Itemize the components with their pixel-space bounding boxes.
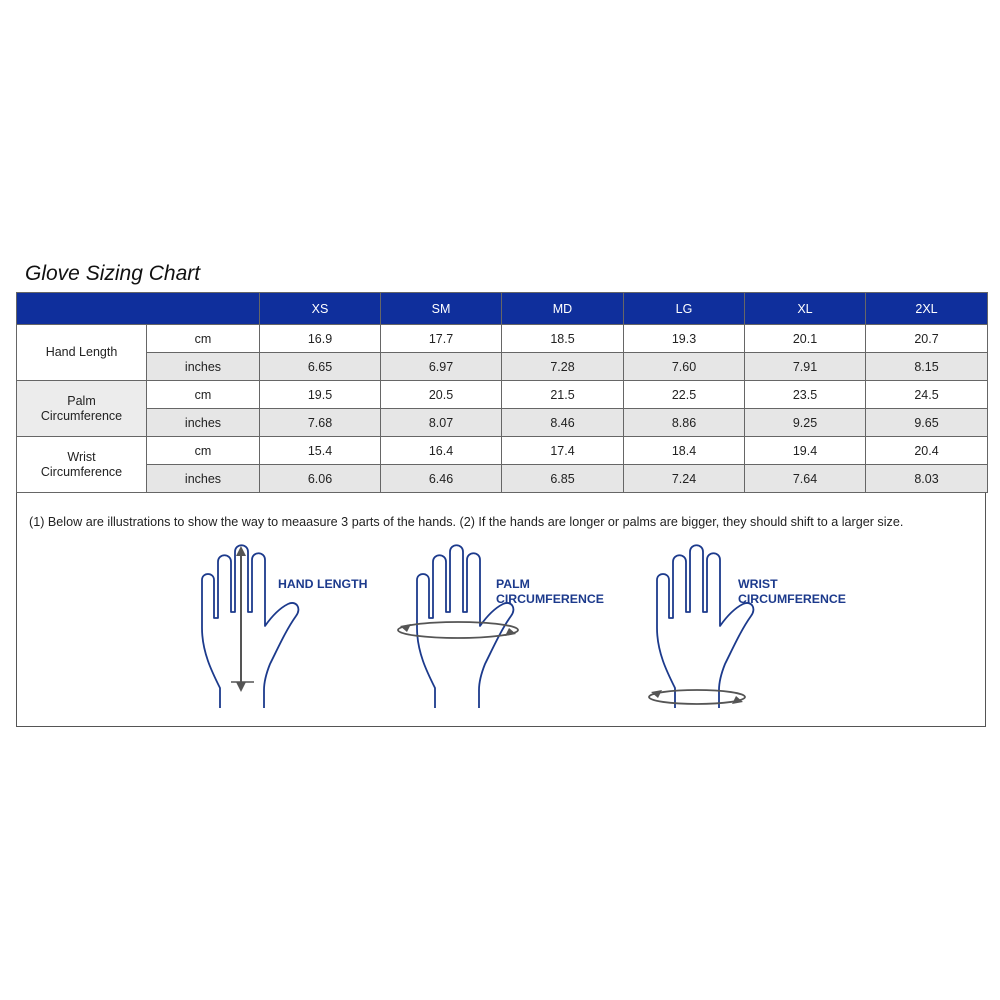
value-cell: 24.5	[866, 381, 988, 409]
value-cell: 17.7	[381, 325, 502, 353]
wrist-label-line2: CIRCUMFERENCE	[738, 592, 846, 606]
size-header: 2XL	[866, 293, 988, 325]
value-cell: 8.15	[866, 353, 988, 381]
unit-cell: inches	[147, 409, 260, 437]
group-label-text: Wrist Circumference	[40, 449, 123, 479]
value-cell: 22.5	[624, 381, 745, 409]
size-header: MD	[502, 293, 624, 325]
value-cell: 19.5	[260, 381, 381, 409]
size-header: LG	[624, 293, 745, 325]
unit-cell: cm	[147, 437, 260, 465]
value-cell: 20.1	[745, 325, 866, 353]
table-row	[17, 409, 988, 437]
size-header: XS	[260, 293, 381, 325]
size-header: XL	[745, 293, 866, 325]
wrist-circumference-illustration	[649, 545, 753, 708]
value-cell: 20.4	[866, 437, 988, 465]
value-cell: 20.5	[381, 381, 502, 409]
unit-cell: inches	[147, 465, 260, 493]
unit-cell: inches	[147, 353, 260, 381]
value-cell: 7.64	[745, 465, 866, 493]
value-cell: 17.4	[502, 437, 624, 465]
value-cell: 6.46	[381, 465, 502, 493]
value-cell: 9.25	[745, 409, 866, 437]
wrist-loop-arrow-icon	[649, 690, 745, 704]
value-cell: 18.5	[502, 325, 624, 353]
hand-length-label: HAND LENGTH	[278, 577, 368, 591]
header-row	[17, 293, 988, 325]
value-cell: 6.65	[260, 353, 381, 381]
value-cell: 8.03	[866, 465, 988, 493]
wrist-label-line1: WRIST	[738, 577, 778, 591]
value-cell: 15.4	[260, 437, 381, 465]
table-row	[17, 353, 988, 381]
value-cell: 8.07	[381, 409, 502, 437]
measurement-note: (1) Below are illustrations to show the way to meaasure 3 parts of the hands. (2) If the hands are longer or palms are bigger, they should shift to a larger size.	[29, 515, 904, 529]
value-cell: 20.7	[866, 325, 988, 353]
hand-illustrations	[0, 540, 1000, 720]
unit-cell: cm	[147, 325, 260, 353]
value-cell: 8.46	[502, 409, 624, 437]
value-cell: 16.9	[260, 325, 381, 353]
value-cell: 23.5	[745, 381, 866, 409]
header-blank	[17, 293, 260, 325]
palm-circumference-illustration	[398, 545, 518, 708]
value-cell: 7.68	[260, 409, 381, 437]
table-row	[17, 437, 988, 465]
palm-label-line2: CIRCUMFERENCE	[496, 592, 604, 606]
hand-length-illustration	[202, 545, 298, 708]
palm-label-line1: PALM	[496, 577, 530, 591]
value-cell: 16.4	[381, 437, 502, 465]
group-label-text: Palm Circumference	[40, 393, 123, 423]
value-cell: 6.97	[381, 353, 502, 381]
chart-title: Glove Sizing Chart	[25, 262, 201, 285]
group-label-hand-length: Hand Length	[17, 325, 147, 381]
table-row	[17, 381, 988, 409]
size-table	[16, 292, 988, 493]
value-cell: 7.60	[624, 353, 745, 381]
palm-loop-arrow-icon	[398, 622, 518, 638]
value-cell: 9.65	[866, 409, 988, 437]
value-cell: 21.5	[502, 381, 624, 409]
value-cell: 6.06	[260, 465, 381, 493]
value-cell: 7.24	[624, 465, 745, 493]
value-cell: 18.4	[624, 437, 745, 465]
table-row	[17, 325, 988, 353]
group-label-palm-circumference	[17, 381, 147, 437]
value-cell: 7.28	[502, 353, 624, 381]
unit-cell: cm	[147, 381, 260, 409]
value-cell: 6.85	[502, 465, 624, 493]
value-cell: 7.91	[745, 353, 866, 381]
size-header: SM	[381, 293, 502, 325]
value-cell: 8.86	[624, 409, 745, 437]
group-label-wrist-circumference	[17, 437, 147, 493]
table-row	[17, 465, 988, 493]
value-cell: 19.4	[745, 437, 866, 465]
value-cell: 19.3	[624, 325, 745, 353]
